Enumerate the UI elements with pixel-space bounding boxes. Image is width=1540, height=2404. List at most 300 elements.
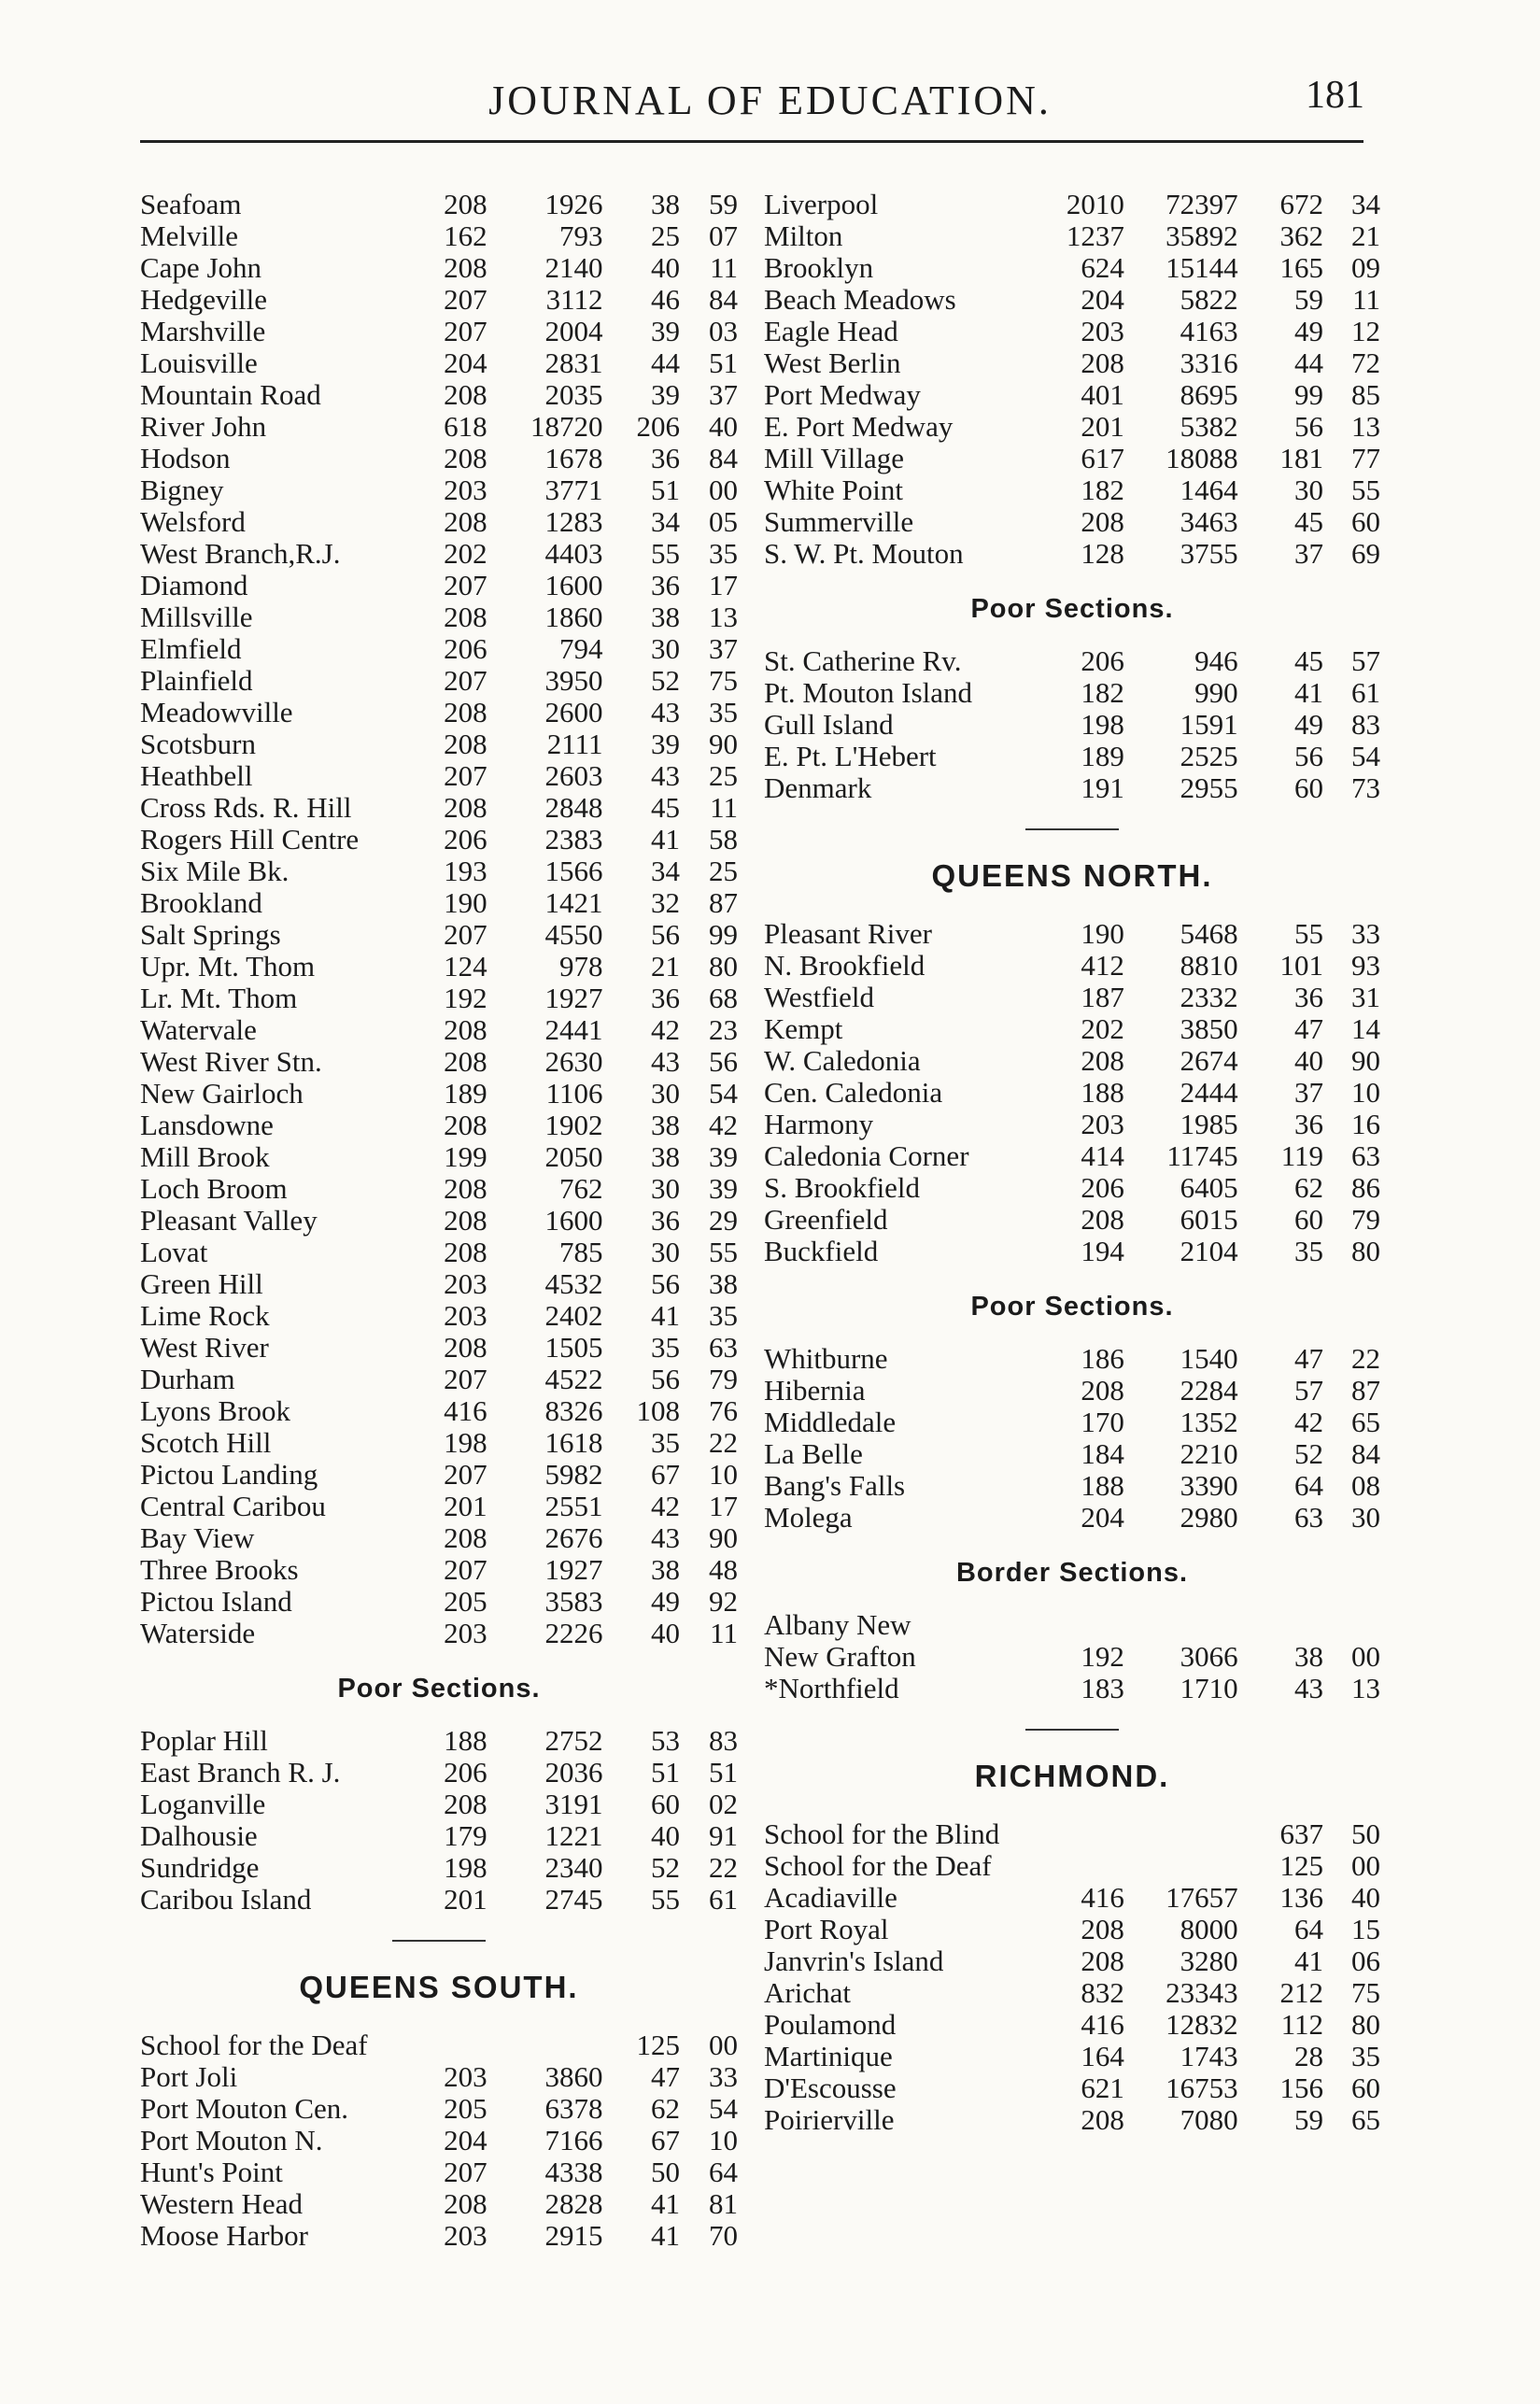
table-row (764, 918, 1380, 950)
days-cell: 208 (444, 1204, 487, 1237)
days-cell: 207 (444, 1363, 487, 1395)
school-name: Harmony (764, 1108, 874, 1140)
days-cell: 617 (1081, 442, 1124, 474)
table-row (140, 284, 738, 316)
grant-cents-cell: 92 (709, 1585, 738, 1618)
grant-cents-cell: 54 (709, 2092, 738, 2125)
table-row (140, 697, 738, 728)
richmond-heading: RICHMOND. (974, 1759, 1170, 1793)
grant-dollars-cell: 56 (1294, 410, 1324, 443)
grant-cents-cell: 10 (709, 1458, 738, 1491)
attendance-cell: 2603 (544, 759, 603, 792)
school-name: Hibernia (764, 1374, 866, 1407)
grant-cents-cell: 76 (709, 1394, 738, 1427)
grant-cents-cell: 57 (1351, 644, 1380, 677)
school-name: Lime Rock (140, 1299, 270, 1332)
days-cell: 206 (444, 1756, 487, 1789)
grant-dollars-cell: 35 (651, 1426, 681, 1459)
table-row (764, 1204, 1380, 1236)
grant-dollars-cell: 57 (1294, 1374, 1324, 1407)
grant-dollars-cell: 37 (1294, 1076, 1324, 1109)
table-row (764, 1882, 1380, 1914)
days-cell: 416 (1081, 1881, 1124, 1914)
attendance-cell (487, 2029, 603, 2061)
attendance-cell: 23343 (1166, 1976, 1238, 2009)
grant-cents-cell: 42 (709, 1109, 738, 1141)
school-name: S. Brookfield (764, 1171, 921, 1204)
school-name: White Point (764, 474, 903, 506)
attendance-cell: 2402 (544, 1299, 603, 1332)
queens-south-heading: QUEENS SOUTH. (299, 1970, 579, 2004)
school-name: Moose Harbor (140, 2219, 308, 2252)
table-row (140, 2157, 738, 2188)
school-name: Welsford (140, 505, 246, 538)
grant-dollars-cell: 55 (1294, 917, 1324, 950)
grant-cents-cell: 83 (1351, 708, 1380, 741)
attendance-cell: 2848 (544, 791, 603, 824)
attendance-cell: 1106 (545, 1077, 603, 1110)
school-name: Greenfield (764, 1203, 888, 1236)
table-row (140, 1459, 738, 1491)
grant-cents-cell: 03 (709, 315, 738, 347)
table-row (764, 1140, 1380, 1172)
attendance-cell: 3755 (1180, 537, 1238, 570)
table-row (764, 741, 1380, 772)
school-name: Elmfield (140, 632, 242, 665)
queens-north-table (764, 918, 1380, 1267)
grant-dollars-cell: 44 (1294, 346, 1324, 379)
attendance-cell: 794 (558, 632, 603, 665)
school-name: Brooklyn (764, 251, 874, 284)
attendance-cell: 6378 (544, 2092, 603, 2125)
days-cell (1049, 1850, 1124, 1882)
right-poor-sections-table (764, 645, 1380, 804)
days-cell: 208 (444, 378, 487, 411)
days-cell: 207 (444, 2156, 487, 2188)
grant-dollars-cell: 46 (651, 283, 681, 316)
table-row (764, 443, 1380, 474)
days-cell: 207 (444, 918, 487, 951)
grant-cents-cell: 90 (709, 1521, 738, 1554)
school-name: Rogers Hill Centre (140, 823, 360, 856)
grant-cents-cell: 39 (709, 1140, 738, 1173)
school-name: Waterside (140, 1617, 256, 1649)
grant-dollars-cell: 60 (1294, 771, 1324, 804)
attendance-cell: 946 (1194, 644, 1238, 677)
days-cell: 208 (444, 505, 487, 538)
attendance-cell: 11745 (1166, 1139, 1238, 1172)
days-cell: 198 (1081, 708, 1124, 741)
grant-dollars-cell: 30 (651, 632, 681, 665)
school-name: Mill Village (764, 442, 904, 474)
table-row (140, 951, 738, 983)
attendance-cell: 2745 (544, 1883, 603, 1916)
attendance-cell: 4550 (544, 918, 603, 951)
table-row (764, 411, 1380, 443)
days-cell: 208 (1081, 1944, 1124, 1977)
grant-dollars-cell: 67 (651, 1458, 681, 1491)
grant-dollars-cell: 59 (1294, 283, 1324, 316)
school-name: Three Brooks (140, 1553, 299, 1586)
days-cell: 208 (444, 791, 487, 824)
table-row (764, 709, 1380, 741)
grant-dollars-cell: 28 (1294, 2040, 1324, 2072)
table-row (764, 1077, 1380, 1109)
grant-cents-cell: 64 (709, 2156, 738, 2188)
days-cell: 208 (1081, 505, 1124, 538)
grant-cents-cell: 77 (1351, 442, 1380, 474)
grant-dollars-cell: 40 (651, 1819, 681, 1852)
grant-dollars-cell: 43 (651, 1045, 681, 1078)
grant-cents-cell: 00 (1351, 1640, 1380, 1673)
attendance-cell: 1464 (1180, 474, 1238, 506)
school-name: E. Port Medway (764, 410, 954, 443)
school-name: Scotch Hill (140, 1426, 272, 1459)
grant-dollars-cell: 36 (1294, 1108, 1324, 1140)
table-row (140, 1046, 738, 1078)
grant-cents-cell: 13 (709, 601, 738, 633)
grant-dollars-cell: 56 (1294, 740, 1324, 772)
attendance-cell: 2915 (544, 2219, 603, 2252)
days-cell: 618 (444, 410, 487, 443)
days-cell: 412 (1081, 949, 1124, 982)
table-row (140, 2061, 738, 2093)
grant-cents-cell: 55 (1351, 474, 1380, 506)
attendance-cell: 6015 (1180, 1203, 1238, 1236)
school-name: Green Hill (140, 1267, 263, 1300)
grant-dollars-cell: 38 (1294, 1640, 1324, 1673)
table-row (140, 220, 738, 252)
grant-dollars-cell: 41 (1294, 1944, 1324, 1977)
attendance-cell: 1985 (1180, 1108, 1238, 1140)
grant-dollars-cell: 39 (651, 378, 681, 411)
grant-dollars-cell: 45 (1294, 644, 1324, 677)
grant-cents-cell: 02 (709, 1788, 738, 1820)
attendance-cell: 1902 (544, 1109, 603, 1141)
grant-cents-cell: 68 (709, 982, 738, 1014)
days-cell: 208 (1081, 346, 1124, 379)
attendance-cell: 1505 (544, 1331, 603, 1364)
grant-dollars-cell: 206 (636, 410, 681, 443)
table-row (140, 665, 738, 697)
days-cell: 206 (1081, 1171, 1124, 1204)
table-row (764, 2009, 1380, 2041)
attendance-cell: 3850 (1180, 1012, 1238, 1045)
table-row (140, 411, 738, 443)
grant-dollars-cell: 42 (651, 1490, 681, 1522)
school-name: Plainfield (140, 664, 253, 697)
attendance-cell: 5822 (1180, 283, 1238, 316)
school-name: Western Head (140, 2187, 303, 2220)
table-row (764, 1673, 1380, 1704)
grant-dollars-cell: 41 (651, 1299, 681, 1332)
days-cell: 208 (444, 1109, 487, 1141)
days-cell: 193 (444, 855, 487, 887)
school-name: Port Medway (764, 378, 921, 411)
table-row (764, 220, 1380, 252)
days-cell: 416 (444, 1394, 487, 1427)
attendance-cell: 2828 (544, 2187, 603, 2220)
grant-cents-cell: 56 (709, 1045, 738, 1078)
table-row (764, 1013, 1380, 1045)
attendance-cell: 978 (558, 950, 603, 983)
days-cell: 207 (444, 759, 487, 792)
school-name: Beach Meadows (764, 283, 956, 316)
grant-dollars-cell: 60 (1294, 1203, 1324, 1236)
school-name: Westfield (764, 981, 875, 1013)
table-row (140, 792, 738, 824)
table-row (140, 2093, 738, 2125)
grant-dollars-cell: 67 (651, 2124, 681, 2157)
attendance-cell: 2111 (546, 728, 603, 760)
attendance-cell: 2630 (544, 1045, 603, 1078)
days-cell: 188 (444, 1724, 487, 1757)
table-row (140, 983, 738, 1014)
attendance-cell: 1352 (1180, 1406, 1238, 1438)
school-name: Arichat (764, 1976, 851, 2009)
grant-cents-cell: 14 (1351, 1012, 1380, 1045)
school-name: Central Caribou (140, 1490, 326, 1522)
days-cell: 208 (444, 188, 487, 220)
grant-cents-cell: 25 (709, 855, 738, 887)
attendance-cell: 2441 (544, 1013, 603, 1046)
table-row (140, 347, 738, 379)
attendance-cell: 8326 (544, 1394, 603, 1427)
queens-south-table (140, 2029, 738, 2252)
grant-dollars-cell: 56 (651, 1363, 681, 1395)
grant-cents-cell: 35 (709, 537, 738, 570)
days-cell: 1237 (1066, 219, 1124, 252)
grant-dollars-cell: 38 (651, 1109, 681, 1141)
grant-cents-cell: 61 (709, 1883, 738, 1916)
grant-cents-cell: 06 (1351, 1944, 1380, 1977)
table-row (140, 570, 738, 601)
grant-dollars-cell: 59 (1294, 2103, 1324, 2136)
days-cell: 208 (444, 728, 487, 760)
grant-dollars-cell: 35 (651, 1331, 681, 1364)
grant-dollars-cell: 43 (651, 759, 681, 792)
attendance-cell: 3390 (1180, 1469, 1238, 1502)
school-name: Watervale (140, 1013, 257, 1046)
attendance-cell: 990 (1194, 676, 1238, 709)
table-row (140, 856, 738, 887)
attendance-cell: 3583 (544, 1585, 603, 1618)
school-name: Mountain Road (140, 378, 321, 411)
days-cell: 207 (444, 283, 487, 316)
attendance-cell: 4522 (544, 1363, 603, 1395)
grant-dollars-cell: 56 (651, 918, 681, 951)
grant-cents-cell: 86 (1351, 1171, 1380, 1204)
school-name: W. Caledonia (764, 1044, 921, 1077)
grant-dollars-cell: 62 (651, 2092, 681, 2125)
grant-dollars-cell: 40 (1294, 1044, 1324, 1077)
table-row (140, 506, 738, 538)
attendance-cell: 3771 (544, 474, 603, 506)
table-row (140, 538, 738, 570)
attendance-cell: 2284 (1180, 1374, 1238, 1407)
days-cell: 414 (1081, 1139, 1124, 1172)
attendance-cell: 5982 (544, 1458, 603, 1491)
attendance-cell: 2752 (544, 1724, 603, 1757)
grant-cents-cell: 59 (709, 188, 738, 220)
attendance-cell: 72397 (1166, 188, 1238, 220)
table-row (764, 1343, 1380, 1375)
table-row (140, 1491, 738, 1522)
school-name: N. Brookfield (764, 949, 925, 982)
right-poor-sections-heading: Poor Sections. (970, 594, 1174, 624)
table-row (140, 1554, 738, 1586)
table-row (764, 1502, 1380, 1534)
grant-cents-cell: 87 (709, 886, 738, 919)
table-row (140, 1852, 738, 1884)
school-name: Diamond (140, 569, 248, 601)
grant-dollars-cell: 36 (651, 442, 681, 474)
table-row (764, 506, 1380, 538)
attendance-cell: 3280 (1180, 1944, 1238, 1977)
attendance-cell: 4338 (544, 2156, 603, 2188)
grant-cents-cell: 00 (709, 2029, 738, 2061)
attendance-cell: 3860 (544, 2060, 603, 2093)
school-name: S. W. Pt. Mouton (764, 537, 964, 570)
attendance-cell: 1591 (1180, 708, 1238, 741)
grant-cents-cell: 63 (1351, 1139, 1380, 1172)
table-row (140, 1395, 738, 1427)
grant-dollars-cell: 99 (1294, 378, 1324, 411)
grant-dollars-cell: 40 (651, 251, 681, 284)
grant-cents-cell: 22 (709, 1851, 738, 1884)
attendance-cell: 2600 (544, 696, 603, 728)
attendance-cell: 2104 (1180, 1235, 1238, 1267)
grant-cents-cell: 39 (709, 1172, 738, 1205)
school-name: La Belle (764, 1437, 863, 1470)
days-cell: 206 (444, 632, 487, 665)
table-row (140, 1757, 738, 1789)
days-cell: 164 (1081, 2040, 1124, 2072)
school-name: Cross Rds. R. Hill (140, 791, 352, 824)
days-cell: 208 (444, 1521, 487, 1554)
attendance-cell: 2676 (544, 1521, 603, 1554)
grant-dollars-cell: 36 (1294, 981, 1324, 1013)
attendance-cell: 2035 (544, 378, 603, 411)
grant-cents-cell: 80 (1351, 1235, 1380, 1267)
school-name: Durham (140, 1363, 235, 1395)
table-row (140, 316, 738, 347)
table-row (140, 1078, 738, 1110)
grant-cents-cell: 75 (709, 664, 738, 697)
grant-dollars-cell: 63 (1294, 1501, 1324, 1534)
grant-dollars-cell: 45 (1294, 505, 1324, 538)
school-name: Kempt (764, 1012, 843, 1045)
school-name: New Grafton (764, 1640, 916, 1673)
table-row (140, 760, 738, 792)
school-name: West River Stn. (140, 1045, 322, 1078)
left-main-table (140, 189, 738, 1649)
school-name: Meadowville (140, 696, 293, 728)
table-row (764, 772, 1380, 804)
grant-cents-cell: 60 (1351, 2072, 1380, 2104)
page-number: 181 (1306, 74, 1364, 117)
table-row (140, 1141, 738, 1173)
grant-dollars-cell: 108 (636, 1394, 681, 1427)
attendance-cell: 2955 (1180, 771, 1238, 804)
grant-cents-cell: 93 (1351, 949, 1380, 982)
school-name: Cape John (140, 251, 262, 284)
school-name: Acadiaville (764, 1881, 897, 1914)
days-cell (401, 2029, 487, 2061)
grant-dollars-cell: 62 (1294, 1171, 1324, 1204)
grant-dollars-cell: 44 (651, 346, 681, 379)
table-row (140, 728, 738, 760)
queens-north-heading: QUEENS NORTH. (931, 858, 1213, 893)
school-name: Whitburne (764, 1342, 888, 1375)
attendance-cell: 4532 (544, 1267, 603, 1300)
attendance-cell: 2210 (1180, 1437, 1238, 1470)
school-name: Salt Springs (140, 918, 281, 951)
days-cell: 205 (444, 2092, 487, 2125)
table-row (764, 538, 1380, 570)
grant-cents-cell: 84 (709, 283, 738, 316)
school-name: Mill Brook (140, 1140, 270, 1173)
attendance-cell: 1710 (1180, 1672, 1238, 1704)
school-name: Cen. Caledonia (764, 1076, 943, 1109)
table-row (140, 919, 738, 951)
table-row (140, 2029, 738, 2061)
grant-dollars-cell: 41 (651, 2219, 681, 2252)
attendance-cell: 2340 (544, 1851, 603, 1884)
days-cell: 189 (444, 1077, 487, 1110)
table-row (764, 252, 1380, 284)
grant-cents-cell: 33 (709, 2060, 738, 2093)
school-name: Bay View (140, 1521, 255, 1554)
attendance-cell: 1927 (544, 982, 603, 1014)
days-cell: 208 (444, 1172, 487, 1205)
attendance-cell: 1600 (544, 569, 603, 601)
attendance-cell: 2980 (1180, 1501, 1238, 1534)
attendance-cell: 785 (558, 1236, 603, 1268)
grant-dollars-cell: 165 (1279, 251, 1324, 284)
school-name: School for the Deaf (764, 1849, 992, 1882)
grant-dollars-cell: 55 (651, 1883, 681, 1916)
attendance-cell: 15144 (1166, 251, 1238, 284)
days-cell: 194 (1081, 1235, 1124, 1267)
grant-cents-cell: 51 (709, 346, 738, 379)
school-name: Caledonia Corner (764, 1139, 969, 1172)
grant-dollars-cell: 41 (651, 2187, 681, 2220)
attendance-cell: 1600 (544, 1204, 603, 1237)
days-cell: 203 (1081, 1108, 1124, 1140)
grant-dollars-cell: 43 (1294, 1672, 1324, 1704)
school-name: Albany New (764, 1608, 911, 1641)
grant-dollars-cell: 47 (1294, 1012, 1324, 1045)
grant-cents-cell: 13 (1351, 410, 1380, 443)
table-row (764, 284, 1380, 316)
days-cell: 188 (1081, 1076, 1124, 1109)
school-name: Martinique (764, 2040, 893, 2072)
attendance-cell: 1618 (544, 1426, 603, 1459)
grant-cents-cell: 87 (1351, 1374, 1380, 1407)
table-row (764, 1850, 1380, 1882)
attendance-cell: 8810 (1180, 949, 1238, 982)
grant-cents-cell: 85 (1351, 378, 1380, 411)
days-cell: 190 (1081, 917, 1124, 950)
table-row (764, 1045, 1380, 1077)
days-cell: 204 (1081, 1501, 1124, 1534)
days-cell: 182 (1081, 474, 1124, 506)
grant-cents-cell: 16 (1351, 1108, 1380, 1140)
grant-cents-cell: 40 (1351, 1881, 1380, 1914)
table-row (140, 1300, 738, 1332)
attendance-cell: 3950 (544, 664, 603, 697)
